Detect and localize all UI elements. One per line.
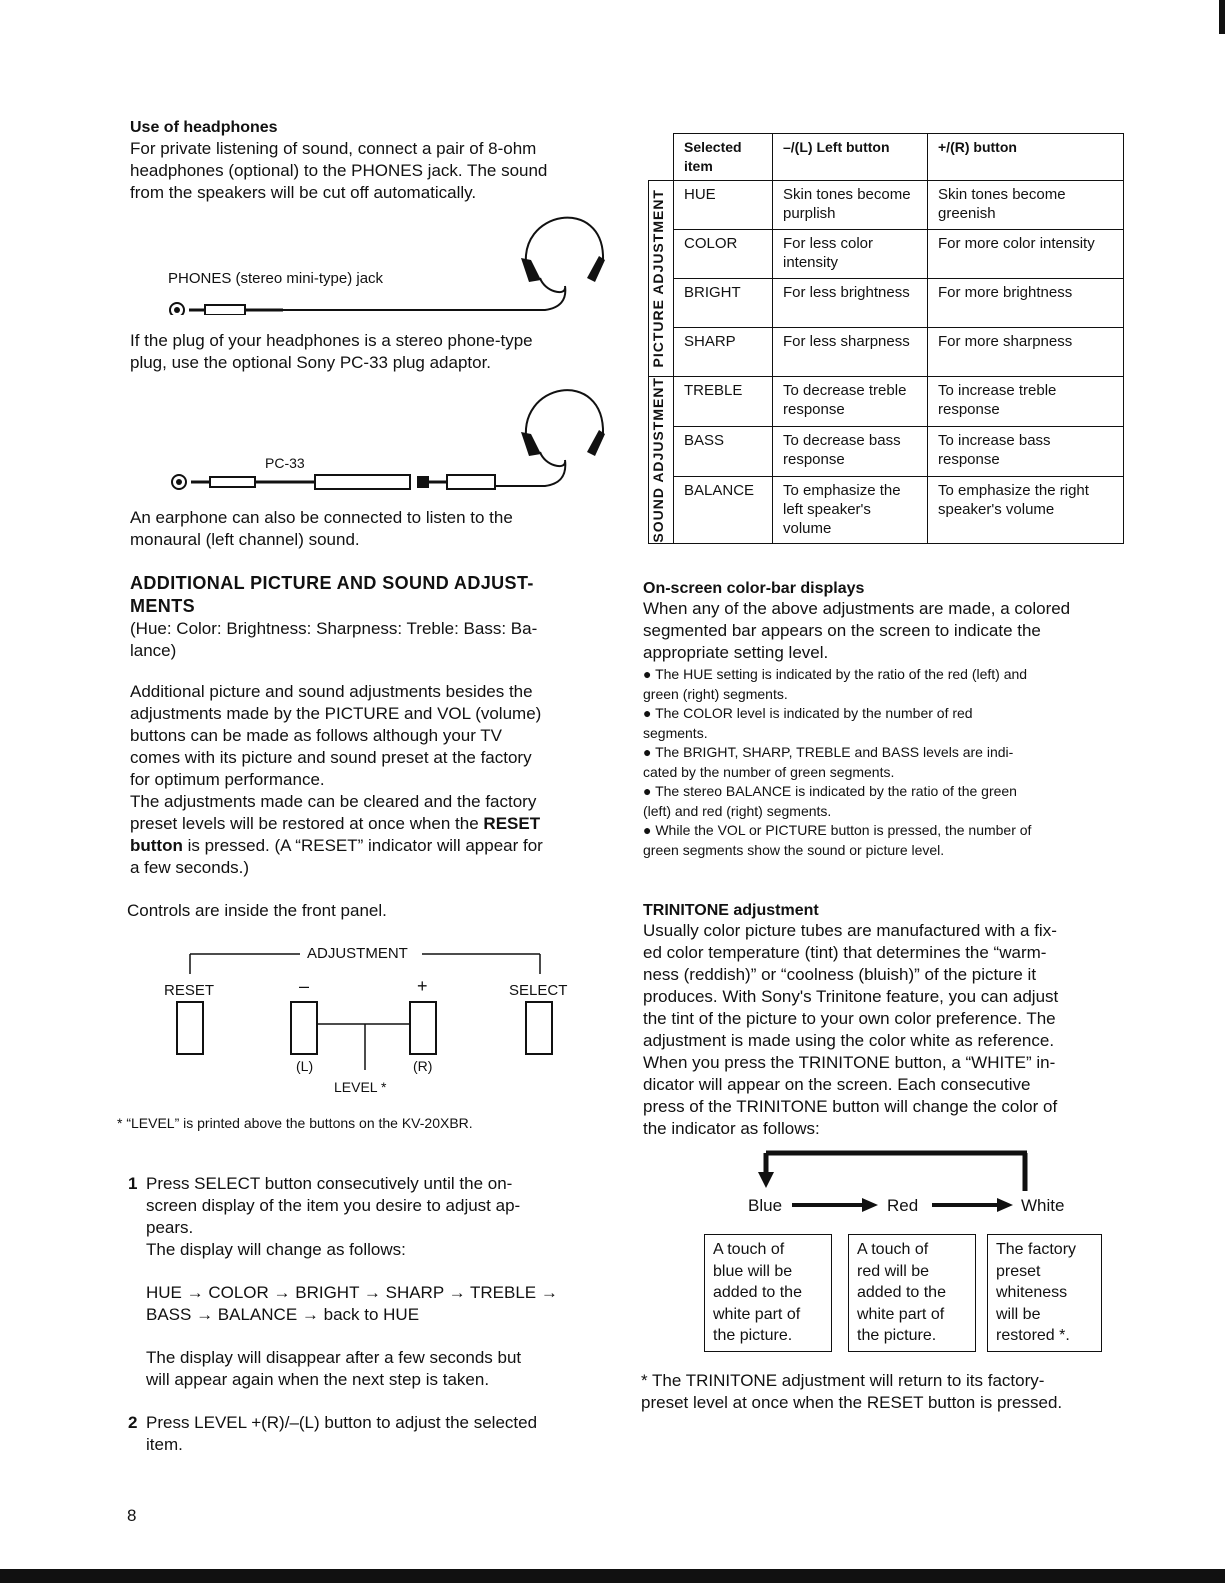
text-line: added to the [713,1284,802,1301]
level-label: LEVEL * [334,1079,387,1095]
text-line: The factory [996,1241,1077,1258]
header-right-button: +/(R) button [928,134,1124,181]
trinitone-title: TRINITONE adjustment [643,902,819,919]
pc33-adaptor-icon [315,475,410,489]
text-line: the picture. [713,1327,793,1344]
table-cell: For less brightness [773,279,928,328]
text-span: preset levels will be restored at once when the [130,814,484,833]
level-footnote: * “LEVEL” is printed above the buttons on the KV-20XBR. [117,1115,473,1131]
text-line: the picture. [857,1327,937,1344]
table-row [649,181,1124,230]
trinitone-footnote [641,1370,1131,1414]
pc33-label: PC-33 [265,455,305,471]
red-effect-box [848,1234,976,1352]
text-line: monaural (left channel) sound. [130,530,360,549]
text-line: (left) and red (right) segments. [643,802,832,819]
arrow-down-icon [758,1172,774,1188]
text-line: from the speakers will be cut off automatically. [130,183,477,202]
flow-blue: Blue [748,1196,783,1215]
text-line [130,813,610,835]
text-line: (Hue: Color: Brightness: Sharpness: Treble: Bass: Ba- [130,619,538,638]
header-selected-item: Selected item [674,134,773,181]
text-line: pears. [146,1218,194,1237]
table-cell: TREBLE [674,377,773,427]
text-line: blue will be [713,1262,793,1280]
text-line: red will be [857,1262,930,1280]
additional-title [130,572,534,618]
reset-button-shape [177,1002,203,1054]
bullet-item [643,704,1123,743]
text-line: segments. [643,724,708,741]
text-line: whiteness [996,1284,1068,1301]
text-line: * The TRINITONE adjustment will return to its factory- [641,1371,1045,1390]
colorbar-bullets [643,665,1123,860]
text-line: lance) [130,641,177,660]
table-cell: For more sharpness [928,328,1124,377]
plus-button-shape [410,1002,436,1054]
text-line: comes with its picture and sound preset at the factory [130,748,532,767]
table-row [649,279,1124,328]
text-span: is pressed. (A “RESET” indicator will appear for [182,836,543,855]
table-cell: For less sharpness [773,328,928,377]
plus-label: + [417,976,428,996]
adjustment-table [648,133,1124,544]
text-line: the tint of the picture to your own color preference. The [643,1009,1056,1028]
right-earcup [587,430,605,456]
table-row [649,377,1124,427]
text-line: A touch of [713,1241,785,1258]
text-line: The adjustments made can be cleared and the factory [130,792,537,811]
phone-plug-icon [447,475,495,489]
sound-adjustment-label: SOUND ADJUSTMENT [650,377,666,543]
text-line [130,835,610,857]
page-bottom-bar [0,1569,1225,1583]
l-label: (L) [296,1058,314,1074]
table-cell: For more brightness [928,279,1124,328]
text-line: screen display of the item you desire to adjust ap- [146,1196,521,1215]
text-line: dicator will appear on the screen. Each consecutive [643,1075,1031,1094]
title-line: ADDITIONAL PICTURE AND SOUND ADJUST- [130,573,534,593]
text-line: white part of [713,1305,801,1323]
text-line: When any of the above adjustments are made, a colored [643,599,1071,618]
headband [526,390,603,444]
phones-jack-label: PHONES (stereo mini-type) jack [168,270,384,287]
additional-subtitle [130,618,610,662]
blue-effect-box [704,1234,832,1352]
step-2-text [146,1412,606,1456]
additional-body [130,681,610,879]
reset-bold: RESET [483,814,541,833]
text-line: The display will change as follows: [146,1240,406,1259]
header-left-button: –/(L) Left button [773,134,928,181]
text-line: headphones (optional) to the PHONES jack. The sound [130,161,548,180]
text-line: adjustment is made using the color white as reference. [643,1031,1055,1050]
text-line: item. [146,1435,183,1454]
table-cell: To decrease treble response [773,377,928,427]
text-line: will appear again when the next step is taken. [146,1370,490,1389]
table-cell: To decrease bass response [773,426,928,476]
table-row [649,476,1124,543]
text-line: For private listening of sound, connect a pair of 8-ohm [130,139,537,158]
mini-plug-icon [210,477,255,487]
text-line: preset [996,1262,1041,1280]
colorbar-intro [643,598,1123,664]
colorbar-title: On-screen color-bar displays [643,580,865,597]
text-line: for optimum performance. [130,770,325,789]
text-line: buttons can be made as follows although your TV [130,726,503,745]
table-cell: COLOR [674,230,773,279]
flow-red: Red [887,1196,919,1215]
table-cell: BRIGHT [674,279,773,328]
table-cell: For more color intensity [928,230,1124,279]
white-effect-box [987,1234,1102,1352]
text-line: white part of [857,1305,945,1323]
earphone-text [130,507,610,551]
table-cell: SHARP [674,328,773,377]
text-line: A touch of [857,1241,929,1258]
cable [495,452,565,486]
headphones-body [130,138,610,204]
text-line: Press LEVEL +(R)/–(L) button to adjust the selected [146,1413,538,1432]
text-line: green (right) segments. [643,685,788,702]
picture-adjustment-group [649,181,674,377]
text-line: press of the TRINITONE button will change the color of [643,1097,1058,1116]
text-line: ● The stereo BALANCE is indicated by the ratio of the green [643,783,1017,799]
table-cell: BALANCE [674,476,773,543]
text-line: An earphone can also be connected to listen to the [130,508,513,527]
text-line: When you press the TRINITONE button, a “WHITE” in- [643,1053,1056,1072]
table-cell: To emphasize the left speaker's volume [773,476,928,543]
bullet-item [643,665,1123,704]
text-line: cated by the number of green segments. [643,763,895,780]
bullet-item [643,821,1123,860]
text-line: HUE → COLOR → BRIGHT → SHARP → TREBLE → [146,1283,558,1302]
text-line: ness (reddish)” or “coolness (bluish)” of the picture it [643,965,1037,984]
control-panel-diagram [160,940,580,1100]
table-row [649,230,1124,279]
text-line: Additional picture and sound adjustments besides the [130,682,533,701]
table-row [649,328,1124,377]
text-line: preset level at once when the RESET button is pressed. [641,1393,1063,1412]
plug-text [130,330,610,374]
text-line: If the plug of your headphones is a stereo phone-type [130,331,533,350]
button-bold: button [130,836,183,855]
text-line: will be [996,1305,1041,1323]
text-line: BASS → BALANCE → back to HUE [146,1305,420,1324]
pc33-adaptor-figure [165,372,615,497]
text-line: the indicator as follows: [643,1119,820,1138]
step-number: 1 [128,1174,138,1193]
text-line: green segments show the sound or picture level. [643,841,945,858]
mini-plug-icon [205,305,245,315]
table-cell: Skin tones become purplish [773,181,928,230]
headband [526,218,603,270]
text-line: adjustments made by the PICTURE and VOL (volume) [130,704,542,723]
text-line: ● The COLOR level is indicated by the number of red [643,705,973,721]
adjustment-label: ADJUSTMENT [307,945,408,962]
text-line: restored *. [996,1327,1070,1344]
minus-label: – [299,976,310,996]
left-earcup [521,432,541,456]
flow-white: White [1021,1196,1065,1215]
left-earcup [521,258,541,282]
text-line: plug, use the optional Sony PC-33 plug adaptor. [130,353,492,372]
headphones-jack-figure [165,200,615,315]
r-label: (R) [413,1058,433,1074]
page-number: 8 [127,1506,137,1525]
bullet-item [643,782,1123,821]
table-cell: HUE [674,181,773,230]
reset-label: RESET [164,982,215,999]
table-cell: Skin tones become greenish [928,181,1124,230]
step-number: 2 [128,1413,138,1432]
table-header-row [649,134,1124,181]
select-label: SELECT [509,982,568,999]
trinitone-body [643,920,1123,1140]
table-cell: BASS [674,426,773,476]
text-line: added to the [857,1284,946,1301]
text-line: appropriate setting level. [643,643,829,662]
text-line: produces. With Sony's Trinitone feature, you can adjust [643,987,1059,1006]
title-line: MENTS [130,596,195,616]
controls-note: Controls are inside the front panel. [127,901,387,920]
select-button-shape [526,1002,552,1054]
headphones-title: Use of headphones [130,119,278,136]
step-1-text [146,1173,606,1391]
minus-button-shape [291,1002,317,1054]
arrow-right-icon [862,1198,878,1212]
text-line: ● While the VOL or PICTURE button is pressed, the number of [643,822,1032,838]
text-line: ● The HUE setting is indicated by the ratio of the red (left) and [643,666,1028,682]
arrow-right-icon [997,1198,1013,1212]
text-line: a few seconds.) [130,858,250,877]
text-line: Press SELECT button consecutively until the on- [146,1174,513,1193]
table-row [649,426,1124,476]
table-cell: For less color intensity [773,230,928,279]
sound-adjustment-group [649,377,674,544]
table-cell: To emphasize the right speaker's volume [928,476,1124,543]
table-cell: To increase bass response [928,426,1124,476]
bullet-item [643,743,1123,782]
text-line: ● The BRIGHT, SHARP, TREBLE and BASS levels are indi- [643,744,1014,760]
picture-adjustment-label: PICTURE ADJUSTMENT [650,189,666,368]
right-earcup [587,256,605,282]
text-line: The display will disappear after a few seconds but [146,1348,522,1367]
page-edge-mark [1219,0,1225,34]
text-line: segmented bar appears on the screen to indicate the [643,621,1041,640]
text-line: ed color temperature (tint) that determines the “warm- [643,943,1047,962]
table-cell: To increase treble response [928,377,1124,427]
text-line: Usually color picture tubes are manufactured with a fix- [643,921,1057,940]
